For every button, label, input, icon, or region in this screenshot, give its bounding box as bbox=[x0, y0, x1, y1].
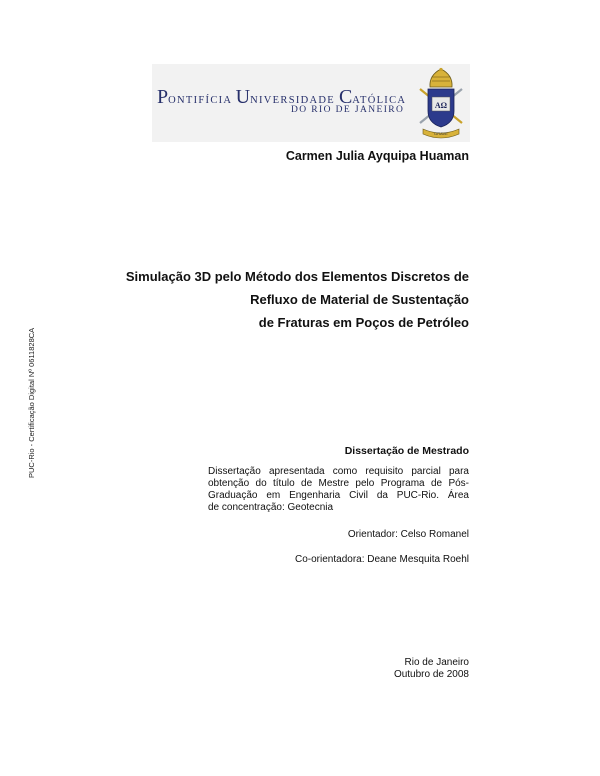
university-name-line2: DO RIO DE JANEIRO bbox=[291, 105, 405, 115]
university-name-line1: PONTIFÍCIA UNIVERSIDADE CATÓLICA bbox=[157, 86, 407, 108]
city: Rio de Janeiro bbox=[404, 657, 469, 668]
dissertation-description bbox=[208, 466, 469, 514]
title-line: Refluxo de Material de Sustentação bbox=[250, 292, 469, 307]
author-name: Carmen Julia Ayquipa Huaman bbox=[285, 149, 469, 163]
description-line: obtenção do título de Mestre pelo Programa de Pós- bbox=[208, 478, 469, 489]
title-line: Simulação 3D pelo Método dos Elementos Discretos de bbox=[125, 269, 469, 284]
digital-certification-margin: PUC-Rio - Certificação Digital Nº 0611828CA bbox=[27, 327, 36, 478]
description-line: Dissertação apresentada como requisito parcial para bbox=[208, 466, 469, 477]
co-advisor: Co-orientadora: Deane Mesquita Roehl bbox=[295, 554, 469, 565]
advisor: Orientador: Celso Romanel bbox=[347, 529, 469, 540]
crest-banner: GRAVE bbox=[434, 131, 448, 136]
thesis-title bbox=[69, 265, 469, 334]
university-crest-icon bbox=[417, 67, 465, 139]
description-line: de concentração: Geotecnia bbox=[208, 502, 334, 513]
crest-letters: AΩ bbox=[434, 101, 448, 110]
date: Outubro de 2008 bbox=[393, 669, 469, 680]
place-and-date bbox=[394, 657, 469, 681]
title-line: de Fraturas em Poços de Petróleo bbox=[258, 315, 469, 330]
dissertation-label: Dissertação de Mestrado bbox=[344, 445, 469, 457]
description-line: Graduação em Engenharia Civil da PUC-Rio. Área bbox=[208, 490, 469, 501]
